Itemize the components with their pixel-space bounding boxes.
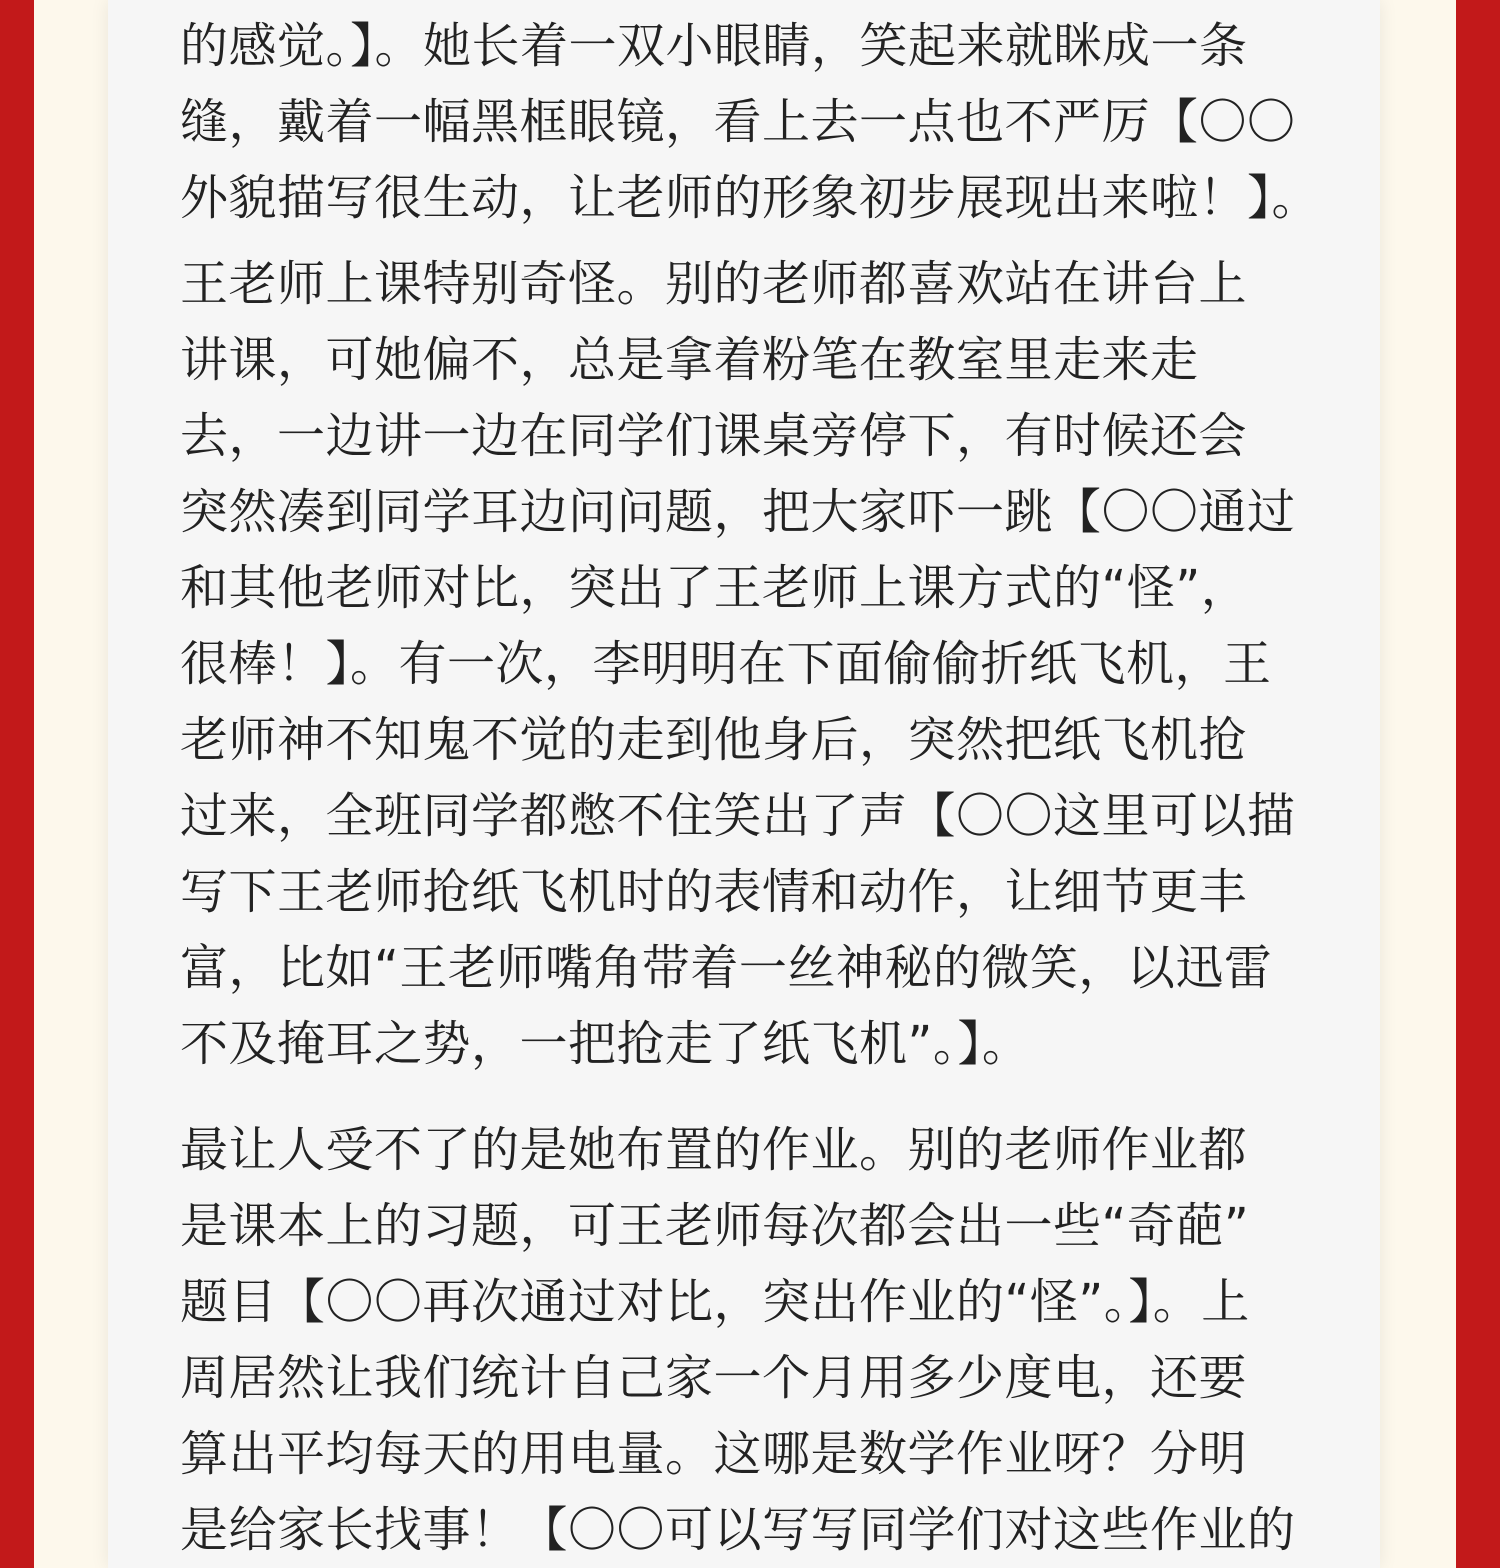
text-line: 突然凑到同学耳边问问题，把大家吓一跳【〇〇通过: [180, 484, 1296, 540]
left-red-border: [0, 0, 34, 1568]
text-line: 讲课，可她偏不，总是拿着粉笔在教室里走来走: [180, 332, 1199, 388]
text-line: 去，一边讲一边在同学们课桌旁停下，有时候还会: [180, 408, 1248, 464]
text-line: 富，比如“王老师嘴角带着一丝神秘的微笑，以迅雷: [180, 940, 1273, 996]
text-line: 的感觉。】。她长着一双小眼睛，笑起来就眯成一条: [180, 18, 1248, 74]
text-line: 过来，全班同学都憋不住笑出了声【〇〇这里可以描: [180, 788, 1296, 844]
right-red-border: [1456, 0, 1500, 1568]
text-line: 和其他老师对比，突出了王老师上课方式的“怪”，: [180, 560, 1250, 616]
text-line: 王老师上课特别奇怪。别的老师都喜欢站在讲台上: [180, 256, 1248, 312]
text-line: 算出平均每天的用电量。这哪是数学作业呀？分明: [180, 1426, 1248, 1482]
paragraph-3: [180, 1112, 1330, 1568]
text-line: 不及掩耳之势，一把抢走了纸飞机”。】。: [180, 1016, 1031, 1072]
paragraph-2: [180, 246, 1330, 1082]
text-line: 是给家长找事！【〇〇可以写写同学们对这些作业的: [180, 1502, 1296, 1558]
text-line: 很棒！】。有一次，李明明在下面偷偷折纸飞机，王: [180, 636, 1272, 692]
text-line: 题目【〇〇再次通过对比，突出作业的“怪”。】。上: [180, 1274, 1250, 1330]
paragraph-gap: [180, 1082, 1330, 1112]
text-line: 写下王老师抢纸飞机时的表情和动作，让细节更丰: [180, 864, 1248, 920]
essay-text: [180, 0, 1330, 1568]
text-line: 最让人受不了的是她布置的作业。别的老师作业都: [180, 1122, 1248, 1178]
text-line: 缝，戴着一幅黑框眼镜，看上去一点也不严厉【〇〇: [180, 94, 1296, 150]
text-line: 老师神不知鬼不觉的走到他身后，突然把纸飞机抢: [180, 712, 1248, 768]
text-line: 周居然让我们统计自己家一个月用多少度电，还要: [180, 1350, 1248, 1406]
text-line: 外貌描写很生动，让老师的形象初步展现出来啦！】。: [180, 170, 1321, 226]
text-line: 是课本上的习题，可王老师每次都会出一些“奇葩”: [180, 1198, 1250, 1254]
paragraph-1: [180, 8, 1330, 236]
